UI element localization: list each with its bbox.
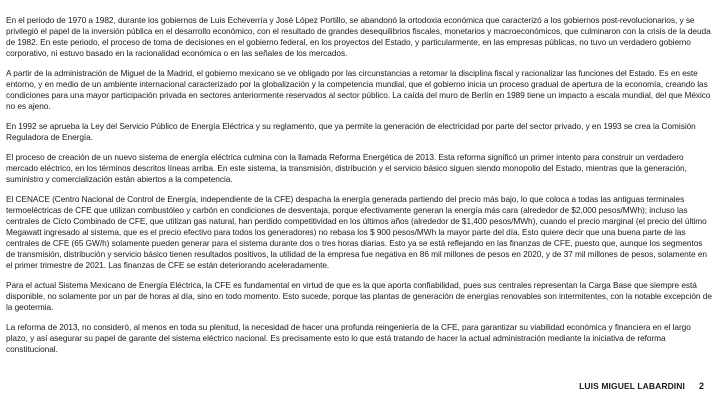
paragraph-7: La reforma de 2013, no consideró, al menos en toda su plenitud, la necesidad de hacer una profunda reingeniería de la CFE, para garantizar su viabilidad económica y financiera en el largo plazo, y así asegurar su papel de garante del sistema eléctrico nacional. Es precisamente esto lo que está tratando de hacer la actual administración mediante la iniciativa de reforma constitucional.: [6, 322, 691, 354]
paragraph-4: El proceso de creación de un nuevo sistema de energía eléctrica culmina con la llamada Reforma Energética de 2013. Esta reforma significó un primer intento para construir un verdadero mercado eléctrico, en los términos descritos líneas arriba. En este sistema, la transmisión, distribución y el servicio básico siguen siendo monopolio del Estado, mientras que la generación, suministro y comercialización están abiertos a la competencia.: [6, 152, 687, 184]
page-footer: [579, 381, 704, 391]
document-body: [6, 15, 712, 364]
footer-author: LUIS MIGUEL LABARDINI: [579, 381, 685, 391]
page-number: 2: [698, 381, 704, 391]
paragraph-3: En 1992 se aprueba la Ley del Servicio Público de Energía Eléctrica y su reglamento, que ya permite la generación de electricidad por parte del sector privado, y en 1993 se crea la Comisión Reguladora de Energía.: [6, 121, 696, 142]
paragraph-2: A partir de la administración de Miguel de la Madrid, el gobierno mexicano se ve obligado por las circunstancias a retomar la disciplina fiscal y racionalizar las funciones del Estado. Es en este entorno, y en medio de un ambiente internacional caracterizado por la globalización y la competencia mundial, que el gobierno inicia un proceso gradual de apertura de la economía, creando las condiciones para una mayor participación privada en sectores anteriormente reservados al sector público. La caída del muro de Berlín en 1989 tiene un impacto a escala mundial, del que México no es ajeno.: [6, 68, 711, 111]
paragraph-6: Para el actual Sistema Mexicano de Energía Eléctrica, la CFE es fundamental en virtud de que es la que aporta confiabilidad, pues sus centrales representan la Carga Base que siempre está disponible, no solamente por un par de horas al día, sino en todo momento. Esto sucede, porque las plantas de generación de energías renovables son intermitentes, con la notable excepción de la geotermia.: [6, 280, 712, 312]
paragraph-5: El CENACE (Centro Nacional de Control de Energía, independiente de la CFE) despacha la energía generada partiendo del precio más bajo, lo que coloca a todas las antiguas terminales termoeléctricas de CFE que utilizan combustóleo y carbón en condiciones de desventaja, porque efectivamente generan la energía más cara (alrededor de $2,000 pesos/MWh); incluso las centrales de Ciclo Combinado de CFE, que utilizan gas natural, han perdido competitividad en los últimos años (alrededor de $1,400 pesos/MWh), cuando el precio marginal (el precio del último Megawatt ingresado al sistema, que es el precio efectivo para todos los generadores) no rebasa los $ 900 pesos/MWh la mayor parte del día. Esto quiere decir que una buena parte de las centrales de CFE (65 GW/h) solamente pueden generar para el sistema durante dos o tres horas diarias. Esto ya se está reflejando en las finanzas de CFE, puesto que, aunque los segmentos de transmisión, distribución y servicio básico tienen resultados positivos, la utilidad de la empresa fue negativa en 86 mil millones de pesos en 2020, y de 37 mil millones de pesos, solamente en el primer trimestre de 2021. Las finanzas de CFE se están deteriorando aceleradamente.: [6, 194, 707, 270]
paragraph-1: En el periodo de 1970 a 1982, durante los gobiernos de Luis Echeverría y José López Portillo, se abandonó la ortodoxia económica que caracterizó a los gobiernos post-revolucionarios, y se privilegió el papel de la inversión pública en el desarrollo económico, con el resultado de grandes desequilibrios fiscales, monetarios y macroeconómicos, que culminaron con la crisis de la deuda de 1982. En este periodo, el proceso de toma de decisiones en el gobierno federal, en los proyectos del Estado, y particularmente, en las empresas públicas, no tuvo un verdadero gobierno corporativo, ni estuvo basado en la racionalidad económica o en las señales de los mercados.: [6, 15, 711, 58]
